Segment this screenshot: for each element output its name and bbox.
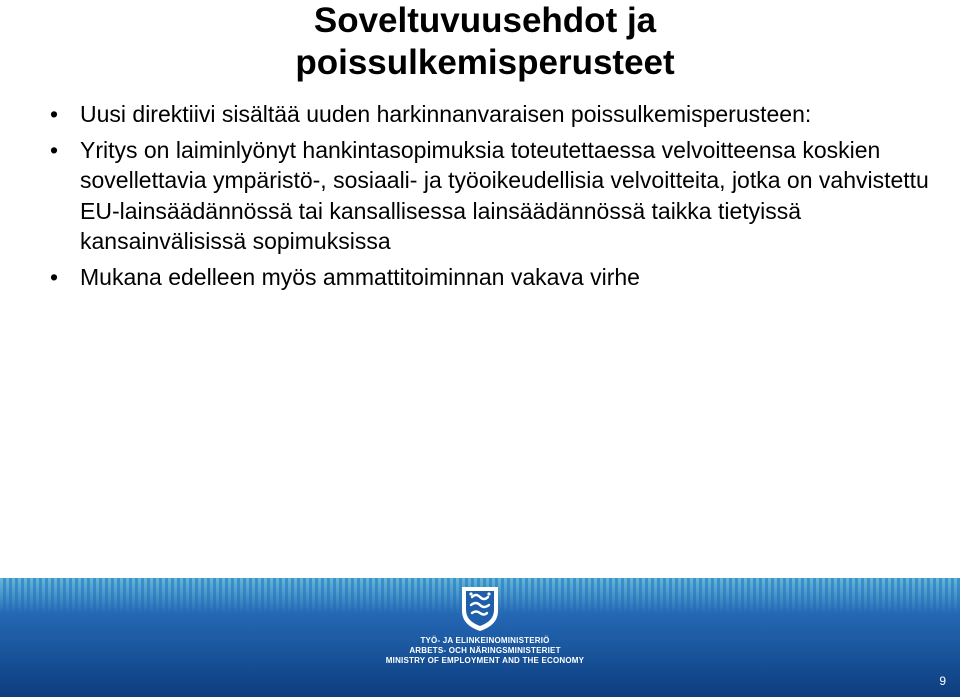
bullet-icon xyxy=(50,135,58,166)
bullet-item xyxy=(48,99,938,130)
bullet-text: Uusi direktiivi sisältää uuden harkinnanvaraisen poissulkemisperusteen: xyxy=(80,101,812,127)
ministry-name-en: MINISTRY OF EMPLOYMENT AND THE ECONOMY xyxy=(385,656,585,665)
bullet-item xyxy=(48,135,938,257)
bullet-icon xyxy=(50,262,58,293)
slide-title xyxy=(0,0,960,84)
bullet-item xyxy=(48,262,938,293)
bullet-icon xyxy=(50,99,58,130)
ministry-name-fi: TYÖ- JA ELINKEINOMINISTERIÖ xyxy=(420,636,550,645)
slide-title-line-2: poissulkemisperusteet xyxy=(295,43,675,82)
lion-coat-of-arms-icon xyxy=(458,583,502,633)
bullet-text: Yritys on laiminlyönyt hankintasopimuksia toteutettaessa velvoitteensa koskien sovellettavia ympäristö-, sosiaali- ja työoikeudellisia velvoitteita, jotka on vahvistettu EU-lainsäädännössä tai kansallisessa lainsäädännössä taikka tietyissä kansainvälisissä sopimuksissa xyxy=(80,136,929,254)
ministry-name xyxy=(340,636,630,666)
bullet-list xyxy=(48,99,938,297)
slide-title-line-1: Soveltuvuusehdot ja xyxy=(313,1,657,40)
bullet-text: Mukana edelleen myös ammattitoiminnan vakava virhe xyxy=(80,263,640,290)
ministry-name-sv: ARBETS- OCH NÄRINGSMINISTERIET xyxy=(409,646,561,655)
page-number: 9 xyxy=(939,674,946,688)
